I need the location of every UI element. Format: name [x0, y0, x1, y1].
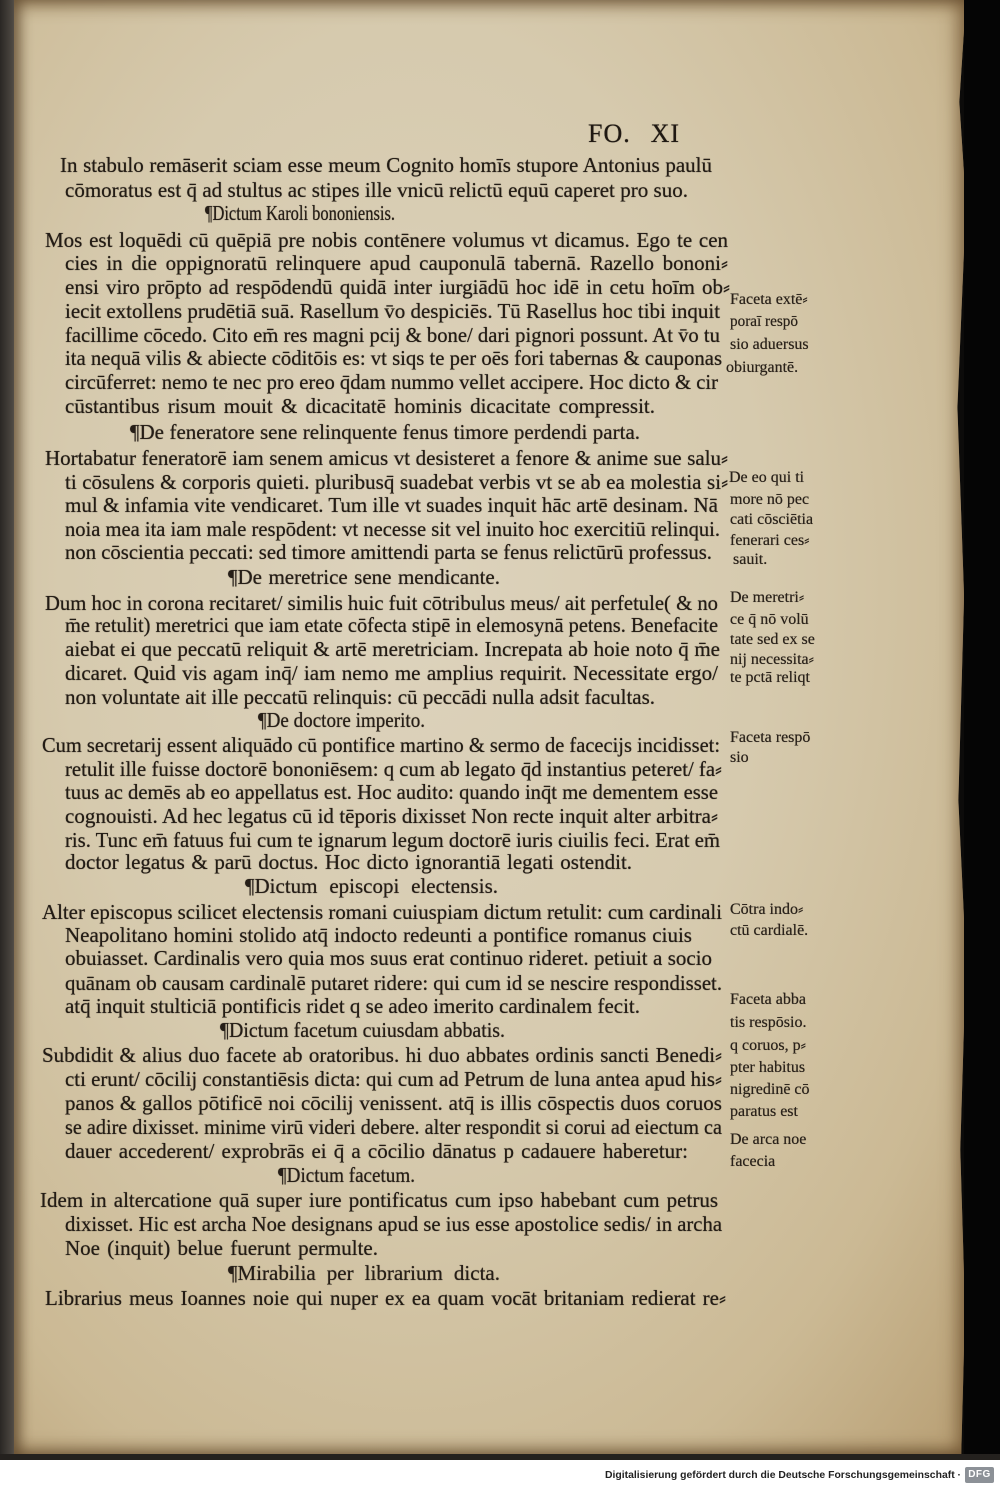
text-line: se adire dixisset. minime virū videri debere. alter respondit si corui ad eiectum ca	[65, 1115, 722, 1139]
text-line: dicaret. Quid vis agam inq̄/ iam nemo me amplius requirit. Necessitate ergo/	[65, 661, 718, 685]
section-heading: ¶Dictum episcopi electensis.	[245, 874, 498, 898]
section-heading: ¶Dictum facetum cuiusdam abbatis.	[220, 1018, 506, 1042]
margin-note-line: De meretri⸗	[730, 589, 805, 606]
margin-note-line: sio aduersus	[730, 336, 809, 353]
text-line: In stabulo remāserit sciam esse meum Cognito homīs stupore Antonius paulū	[60, 153, 712, 177]
margin-note-line: sauit.	[733, 551, 768, 568]
section-heading: ¶Dictum facetum.	[278, 1163, 415, 1187]
margin-note-line: obiurgantē.	[726, 359, 799, 376]
funding-credit: Digitalisierung gefördert durch die Deutsche Forschungsgemeinschaft ·	[605, 1469, 962, 1481]
section-heading: ¶Mirabilia per librarium dicta.	[228, 1261, 500, 1285]
text-line: Hortabatur feneratorē iam senem amicus vt desisteret a fenore & anime sue salu⸗	[45, 446, 729, 470]
text-line: tuus ac demēs ab eo appellatus est. Hoc audito: quando inq̄t me dementem esse	[65, 780, 718, 804]
margin-note-line: paratus est	[730, 1103, 798, 1120]
text-line: Noe (inquit) belue fuerunt permulte.	[65, 1236, 378, 1260]
margin-note-line: De eo qui ti	[729, 469, 805, 486]
text-line: ita nequā vilis & abiecte cōditōis es: vt siqs te per oēs fori tabernas & cauponas	[65, 346, 723, 370]
margin-note-line: pter habitus	[730, 1059, 806, 1076]
text-line: cognouisti. Ad hec legatus cū id tēporis dixisset Non recte inquit alter arbitra⸗	[65, 804, 718, 828]
text-line: retulit ille fuisse doctorē bononiēsem: q cum ab legato q̄d instantius peteret/ fa⸗	[65, 757, 722, 781]
text-line: dauer accederent/ exprobrās ei q̄ a cōcilio dānatus p cadauere haberetur:	[65, 1139, 689, 1163]
margin-note-line: Faceta respō	[730, 729, 811, 746]
margin-note-line: Cōtra indo⸗	[730, 901, 804, 918]
margin-note-line: Faceta abba	[730, 991, 806, 1008]
text-line: circūferret: nemo te nec pro ereo q̄dam nummo vellet accipere. Hoc dicto & cir	[65, 370, 719, 394]
section-heading: ¶Dictum Karoli bononiensis.	[205, 201, 395, 225]
text-line: ris. Tunc em̄ fatuus fui cum te ignarum legum doctorē iuris ciuilis feci. Erat em̄	[65, 828, 721, 852]
margin-note-line: Faceta extē⸗	[730, 291, 808, 308]
text-line: noia mea ita iam male respōdent: vt necesse sit vel inuito hoc exercitiū relinqui.	[65, 517, 721, 541]
margin-note-line: q coruos, p⸗	[730, 1037, 806, 1054]
text-line: iecit extollens prudētiā suā. Rasellum v̄o despiciēs. Tū Rasellus hoc tibi inquit	[65, 299, 721, 323]
folio-number: FO. XI	[588, 119, 681, 148]
section-heading: ¶De meretrice sene mendicante.	[228, 565, 500, 589]
section-heading: ¶De doctore imperito.	[258, 708, 425, 732]
text-line: cūstantibus risum mouit & dicacitatē hominis dicacitate compressit.	[65, 394, 655, 418]
text-line: cies in die oppignoratū relinquere apud cauponulā tabernā. Razello bononi⸗	[65, 251, 728, 275]
text-line: ensi viro prōpto ad respōdendū quidā inter iurgiādū hoc idē in cetu hoīm ob⸗	[65, 275, 730, 299]
margin-note-line: ctū cardialē.	[730, 922, 809, 939]
text-line: m̄e retulit) meretrici que iam etate cōfecta stipē in elemosynā petens. Benefacite	[65, 613, 719, 637]
text-line: quānam ob causam cardinalē putaret ridere: qui cum id se nescire respondisset.	[65, 971, 723, 995]
text-line: Dum hoc in corona recitaret/ similis huic fuit cōtribulus meus/ ait perfetule( & no	[45, 591, 718, 615]
margin-note-line: nigredinē cō	[730, 1081, 810, 1098]
text-line: panos & gallos pōtificē noi cōcilij venissent. atq̄ is illis cōspectis duos coruos	[65, 1091, 722, 1115]
section-heading: ¶De feneratore sene relinquente fenus timore perdendi parta.	[130, 420, 641, 444]
margin-note-line: te pctā reliqt	[730, 669, 810, 686]
margin-note-line: nij necessita⸗	[730, 651, 814, 668]
scan-background-right	[964, 0, 1000, 1460]
text-line: obuiasset. Cardinalis vero quia mos suus erat continuo rideret. petiuit a socio	[65, 946, 713, 970]
text-line: facillime cōcedo. Cito em̄ res magni pcij & bone/ dari pignori possunt. At v̄o tu	[65, 323, 720, 347]
margin-note-line: ce q̄ nō volū	[730, 611, 809, 628]
margin-note-line: tate sed ex se	[730, 631, 815, 648]
margin-note-line: fenerari ces⸗	[730, 532, 810, 549]
margin-note-line: cati cōsciētia	[730, 511, 814, 528]
text-line: cti erunt/ cōcilij constantiēsis dicta: qui cum ad Petrum de luna antea apud his⸗	[65, 1067, 722, 1091]
text-line: Mos est loquēdi cū quēpiā pre nobis contēnere volumus vt dicamus. Ego te cen	[45, 228, 729, 252]
text-line: ti cōsulens & corporis quieti. pluribusq̄ suadebat verbis vt se ab ea molestia si⸗	[65, 470, 729, 494]
margin-note-line: sio	[730, 749, 749, 766]
text-line: doctor legatus & parū doctus. Hoc dicto ignorantiā legati ostendit.	[65, 850, 633, 874]
text-line: Librarius meus Ioannes noie qui nuper ex ea quam vocāt britaniam redierat re⸗	[45, 1286, 726, 1310]
margin-note-line: facecia	[730, 1153, 776, 1170]
margin-note-line: more nō pec	[730, 491, 810, 508]
text-line: mul & infamia vite vendicaret. Tum ille vt suades inquit hāc artē desinam. Nā	[65, 493, 718, 517]
text-line: Idem in altercatione quā super iure pontificatus cum ipso habebant cum petrus	[40, 1188, 718, 1212]
text-line: Cum secretarij essent aliquādo cū pontifice martino & sermo de facecijs incidisset:	[42, 733, 721, 757]
margin-note-line: poraī respō	[730, 313, 798, 330]
text-line: non cōscientia peccati: sed timore amittendi parta se fenus relictūrū professus.	[65, 540, 712, 564]
margin-note-line: tis respōsio.	[730, 1014, 807, 1031]
text-line: non voluntate ait ille peccatū relinquis: cū peccādi nulla adsit facultas.	[65, 685, 656, 709]
text-line: Subdidit & alius duo facete ab oratoribus. hi duo abbates ordinis sancti Benedi⸗	[42, 1043, 723, 1067]
dfg-logo: DFG	[965, 1467, 994, 1483]
text-line: cōmoratus est q̄ ad stultus ac stipes ille vnicū relictū equū caperet pro suo.	[65, 178, 688, 202]
text-line: Neapolitano homini stolido atq̄ indocto redeunti a pontifice romanus ciuis	[65, 923, 692, 947]
text-line: Alter episcopus scilicet electensis romani cuiuspiam dictum retulit: cum cardinali	[42, 900, 723, 924]
margin-note-line: De arca noe	[730, 1131, 807, 1148]
text-line: aiebat ei que peccatū reliquit & artē meretriciam. Increpata ab hoie noto q̄ m̄e	[65, 637, 720, 661]
text-line: atq̄ inquit stulticiā pontificis ridet q se adeo imerito cardinalem fecit.	[65, 994, 641, 1018]
text-line: dixisset. Hic est archa Noe designans apud se ius esse apostolice sedis/ in archa	[65, 1212, 723, 1236]
